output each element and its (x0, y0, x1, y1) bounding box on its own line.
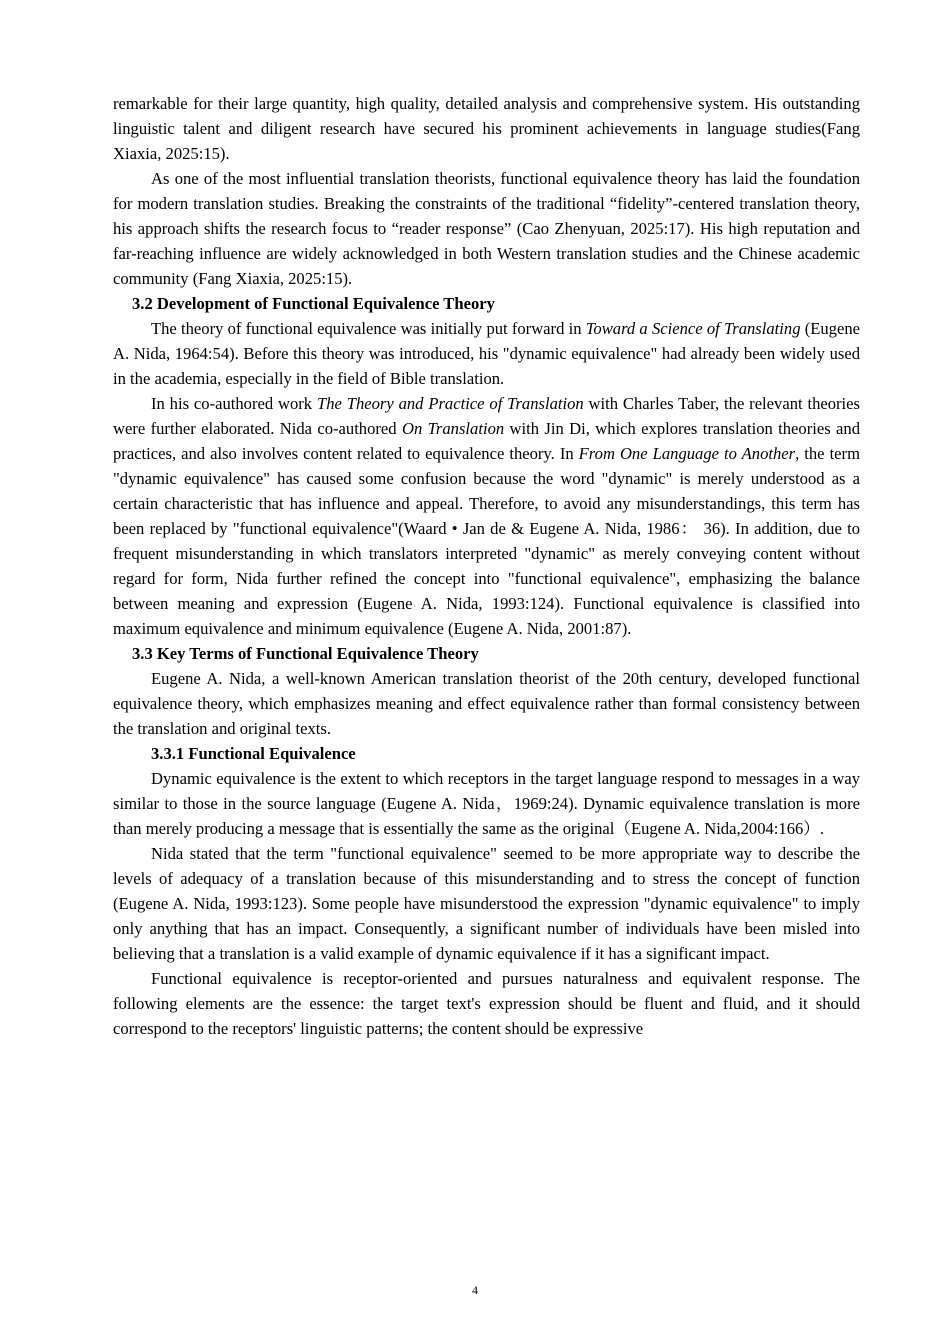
page-body (113, 91, 860, 1041)
book-title: On Translation (401, 419, 505, 438)
text-run: The theory of functional equivalence was initially put forward in (151, 319, 586, 338)
body-paragraph (113, 841, 860, 966)
text-run: , the term "dynamic equivalence" has caused some confusion because the word "dynamic" is merely understood as a certain characteristic that has influence and appeal. Therefore, to avoid any misunderstandings, this term has been replaced by "functional equivalence"(Waard • Jan de & Eugene A. Nida, 1986： 36). In addition, due to frequent misunderstanding in which translators interpreted "dynamic" as merely conveying content without regard for form, Nida further refined the concept into "functional equivalence", emphasizing the balance between meaning and expression (Eugene A. Nida, 1993:124). Functional equivalence is classified into maximum equivalence and minimum equivalence (Eugene A. Nida, 2001:87). (113, 444, 860, 638)
subsection-heading: 3.3.1 Functional Equivalence (151, 744, 356, 763)
book-title: From One Language to Another (578, 444, 796, 463)
body-paragraph (113, 166, 860, 291)
body-paragraph (113, 91, 860, 166)
text-run: (Eugene A. Nida, 1964:54). Before this theory was introduced, his "dynamic equivalence" had already been widely used in the academia, especially in the field of Bible translation. (113, 319, 860, 388)
body-paragraph (113, 391, 860, 641)
book-title: Toward a Science of Translating (585, 319, 801, 338)
text-run: remarkable for their large quantity, high quality, detailed analysis and comprehensive system. His outstanding linguistic talent and diligent research have secured his prominent achievements in language studies(Fang Xiaxia, 2025:15). (113, 94, 860, 163)
section-heading: 3.2 Development of Functional Equivalence Theory (132, 294, 495, 313)
section-heading: 3.3 Key Terms of Functional Equivalence Theory (132, 644, 479, 663)
text-run: In his co-authored work (151, 394, 317, 413)
text-run: with Charles Taber, the relevant theories were further elaborated. Nida co-authored (113, 394, 860, 438)
text-run: Nida stated that the term "functional equivalence" seemed to be more appropriate way to describe the levels of adequacy of a translation because of this misunderstanding and to stress the concept of function (Eugene A. Nida, 1993:123). Some people have misunderstood the expression "dynamic equivalence" to imply only anything that has an impact. Consequently, a significant number of individuals have been misled into believing that a translation is a valid example of dynamic equivalence if it has a significant impact. (113, 844, 860, 963)
body-paragraph (113, 316, 860, 391)
book-title: The Theory and Practice of Translation (316, 394, 584, 413)
text-run: Functional equivalence is receptor-oriented and pursues naturalness and equivalent response. The following elements are the essence: the target text's expression should be fluent and fluid, and it should correspond to the receptors' linguistic patterns; the content should be expressive (113, 969, 860, 1038)
body-paragraph (113, 766, 860, 841)
text-run: with Jin Di, which explores translation theories and practices, and also involves content related to equivalence theory. In (113, 419, 860, 463)
text-run: Eugene A. Nida, a well-known American translation theorist of the 20th century, developed functional equivalence theory, which emphasizes meaning and effect equivalence rather than formal consistency between the translation and original texts. (113, 669, 860, 738)
body-paragraph (113, 666, 860, 741)
text-run: As one of the most influential translation theorists, functional equivalence theory has laid the foundation for modern translation studies. Breaking the constraints of the traditional “fidelity”-centered translation theory, his approach shifts the research focus to “reader response” (Cao Zhenyuan, 2025:17). His high reputation and far-reaching influence are widely acknowledged in both Western translation studies and the Chinese academic community (Fang Xiaxia, 2025:15). (113, 169, 860, 288)
page-number: 4 (472, 1283, 478, 1297)
text-run: Dynamic equivalence is the extent to which receptors in the target language respond to messages in a way similar to those in the source language (Eugene A. Nida，1969:24). Dynamic equivalence translation is more than merely producing a message that is essentially the same as the original（Eugene A. Nida,2004:166）. (113, 769, 860, 838)
body-paragraph (113, 966, 860, 1041)
